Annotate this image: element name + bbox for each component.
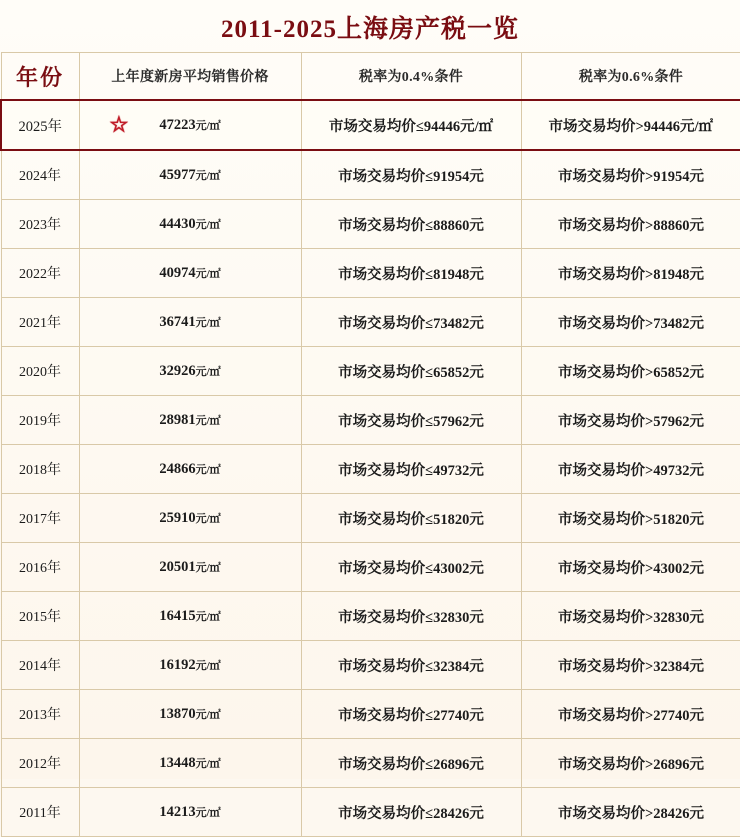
cell-year: 2018年	[1, 445, 79, 494]
avg-price-value: 45977	[159, 166, 196, 183]
table-row	[1, 739, 740, 788]
avg-price-unit: 元/㎡	[195, 610, 221, 623]
cell-avg-price	[79, 494, 301, 543]
cell-rate-04-condition: 市场交易均价≤65852元	[301, 347, 521, 396]
cell-rate-04-condition: 市场交易均价≤91954元	[301, 150, 521, 200]
avg-price-value: 47223	[159, 116, 196, 133]
table-row	[1, 200, 740, 249]
cell-avg-price	[79, 249, 301, 298]
table-row	[1, 788, 740, 837]
cell-avg-price	[79, 298, 301, 347]
cell-rate-04-condition: 市场交易均价≤32830元	[301, 592, 521, 641]
avg-price-unit: 元/㎡	[195, 561, 221, 574]
avg-price-unit: 元/㎡	[195, 757, 221, 770]
cell-year: 2025年	[1, 100, 79, 150]
avg-price-value: 16415	[159, 607, 196, 624]
table-header	[1, 53, 740, 101]
cell-rate-04-condition: 市场交易均价≤27740元	[301, 690, 521, 739]
avg-price-value: 24866	[159, 460, 196, 477]
avg-price-unit: 元/㎡	[195, 316, 221, 329]
table-row	[1, 445, 740, 494]
cell-rate-04-condition: 市场交易均价≤94446元/㎡	[301, 100, 521, 150]
tax-table	[0, 52, 740, 837]
cell-rate-04-condition: 市场交易均价≤57962元	[301, 396, 521, 445]
column-header-rate-06: 税率为0.6%条件	[521, 53, 740, 101]
cell-rate-04-condition: 市场交易均价≤43002元	[301, 543, 521, 592]
avg-price-unit: 元/㎡	[195, 708, 221, 721]
cell-avg-price	[79, 347, 301, 396]
avg-price-unit: 元/㎡	[195, 463, 221, 476]
cell-rate-06-condition: 市场交易均价>65852元	[521, 347, 740, 396]
table-row	[1, 347, 740, 396]
cell-rate-06-condition: 市场交易均价>32830元	[521, 592, 740, 641]
cell-year: 2014年	[1, 641, 79, 690]
cell-year: 2016年	[1, 543, 79, 592]
avg-price-value: 44430	[159, 215, 196, 232]
cell-rate-06-condition: 市场交易均价>73482元	[521, 298, 740, 347]
avg-price-unit: 元/㎡	[195, 365, 221, 378]
table-row	[1, 100, 740, 150]
cell-rate-06-condition: 市场交易均价>27740元	[521, 690, 740, 739]
avg-price-unit: 元/㎡	[195, 169, 221, 182]
table-row	[1, 592, 740, 641]
avg-price-unit: 元/㎡	[195, 512, 221, 525]
cell-avg-price	[79, 200, 301, 249]
column-header-year: 年份	[1, 53, 79, 101]
avg-price-unit: 元/㎡	[195, 119, 221, 132]
avg-price-value: 32926	[159, 362, 196, 379]
avg-price-value: 20501	[159, 558, 196, 575]
star-icon: ☆	[109, 112, 129, 137]
cell-year: 2017年	[1, 494, 79, 543]
page-title: 2011-2025上海房产税一览	[221, 16, 519, 43]
avg-price-value: 40974	[159, 264, 196, 281]
table-row	[1, 150, 740, 200]
avg-price-unit: 元/㎡	[195, 218, 221, 231]
avg-price-value: 13448	[159, 754, 196, 771]
cell-rate-06-condition: 市场交易均价>51820元	[521, 494, 740, 543]
avg-price-value: 28981	[159, 411, 196, 428]
cell-rate-06-condition: 市场交易均价>49732元	[521, 445, 740, 494]
cell-rate-06-condition: 市场交易均价>88860元	[521, 200, 740, 249]
cell-rate-06-condition: 市场交易均价>28426元	[521, 788, 740, 837]
cell-avg-price	[79, 543, 301, 592]
table-row	[1, 396, 740, 445]
cell-rate-06-condition: 市场交易均价>91954元	[521, 150, 740, 200]
cell-year: 2023年	[1, 200, 79, 249]
table-body	[1, 100, 740, 837]
column-header-avg-price: 上年度新房平均销售价格	[79, 53, 301, 101]
avg-price-unit: 元/㎡	[195, 806, 221, 819]
cell-rate-06-condition: 市场交易均价>32384元	[521, 641, 740, 690]
avg-price-value: 13870	[159, 705, 196, 722]
cell-year: 2011年	[1, 788, 79, 837]
cell-rate-04-condition: 市场交易均价≤49732元	[301, 445, 521, 494]
table-row	[1, 298, 740, 347]
cell-avg-price	[79, 690, 301, 739]
cell-rate-06-condition: 市场交易均价>43002元	[521, 543, 740, 592]
cell-rate-04-condition: 市场交易均价≤32384元	[301, 641, 521, 690]
cell-avg-price	[79, 739, 301, 788]
cell-year: 2021年	[1, 298, 79, 347]
cell-avg-price	[79, 592, 301, 641]
cell-rate-04-condition: 市场交易均价≤88860元	[301, 200, 521, 249]
cell-avg-price	[79, 445, 301, 494]
cell-year: 2013年	[1, 690, 79, 739]
avg-price-unit: 元/㎡	[195, 414, 221, 427]
cell-year: 2020年	[1, 347, 79, 396]
cell-rate-04-condition: 市场交易均价≤28426元	[301, 788, 521, 837]
cell-avg-price	[79, 788, 301, 837]
table-row	[1, 690, 740, 739]
cell-year: 2012年	[1, 739, 79, 788]
avg-price-value: 16192	[159, 656, 196, 673]
cell-avg-price	[79, 641, 301, 690]
table-row	[1, 641, 740, 690]
avg-price-value: 25910	[159, 509, 196, 526]
column-header-rate-04: 税率为0.4%条件	[301, 53, 521, 101]
table-row	[1, 543, 740, 592]
avg-price-value: 14213	[159, 803, 196, 820]
cell-year: 2022年	[1, 249, 79, 298]
cell-year: 2015年	[1, 592, 79, 641]
avg-price-unit: 元/㎡	[195, 659, 221, 672]
cell-year: 2019年	[1, 396, 79, 445]
cell-avg-price	[79, 100, 301, 150]
cell-avg-price	[79, 150, 301, 200]
cell-rate-04-condition: 市场交易均价≤73482元	[301, 298, 521, 347]
header-row	[1, 53, 740, 101]
cell-rate-04-condition: 市场交易均价≤26896元	[301, 739, 521, 788]
cell-rate-06-condition: 市场交易均价>57962元	[521, 396, 740, 445]
cell-rate-06-condition: 市场交易均价>94446元/㎡	[521, 100, 740, 150]
table-row	[1, 494, 740, 543]
cell-rate-04-condition: 市场交易均价≤81948元	[301, 249, 521, 298]
cell-avg-price	[79, 396, 301, 445]
cell-rate-04-condition: 市场交易均价≤51820元	[301, 494, 521, 543]
cell-year: 2024年	[1, 150, 79, 200]
cell-rate-06-condition: 市场交易均价>81948元	[521, 249, 740, 298]
cell-rate-06-condition: 市场交易均价>26896元	[521, 739, 740, 788]
avg-price-value: 36741	[159, 313, 196, 330]
avg-price-unit: 元/㎡	[195, 267, 221, 280]
table-row	[1, 249, 740, 298]
